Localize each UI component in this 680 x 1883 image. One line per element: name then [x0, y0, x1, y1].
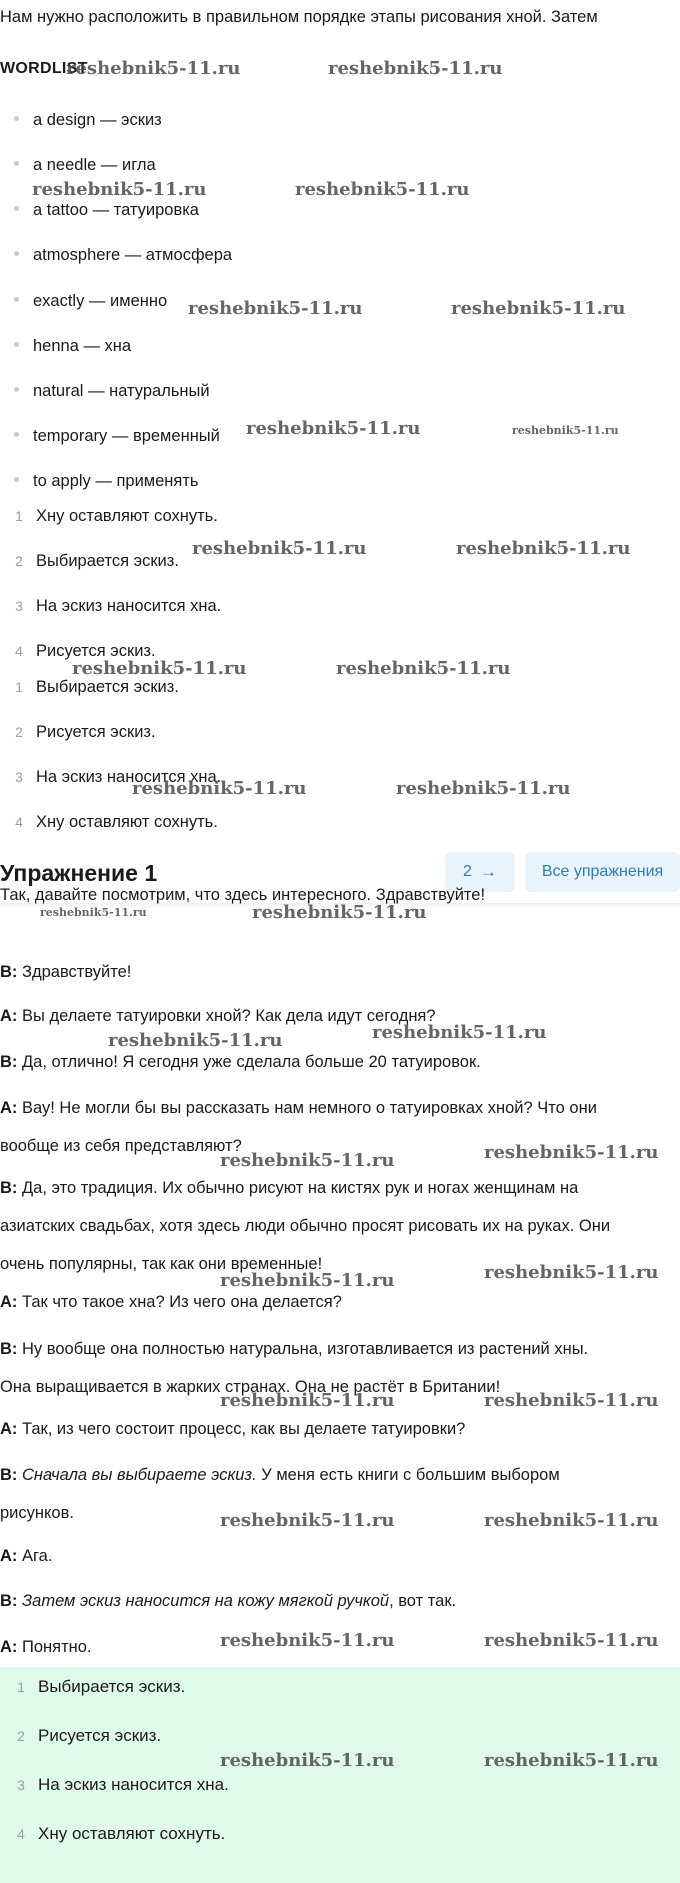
bullet-icon	[14, 251, 19, 256]
task-item: 3 На эскиз наносится хна.	[15, 597, 222, 615]
wordlist-item: a needle — игла	[14, 156, 156, 175]
wordlist-title: WORDLIST	[0, 60, 88, 77]
watermark: reshebnik5-11.ru	[484, 1142, 659, 1163]
wordlist-item: henna — хна	[14, 337, 131, 356]
task-item: 1 Хну оставляют сохнуть.	[15, 507, 218, 525]
correct-order-item: 3 На эскиз наносится хна.	[17, 1775, 229, 1794]
dialogue-line: вообще из себя представляют?	[0, 1137, 242, 1155]
watermark: reshebnik5-11.ru	[66, 58, 241, 79]
arrow-right-icon: →	[479, 862, 497, 881]
watermark: reshebnik5-11.ru	[456, 538, 631, 559]
dialogue-line: A: Так что такое хна? Из чего она делается?	[0, 1293, 342, 1311]
watermark: reshebnik5-11.ru	[484, 1630, 659, 1651]
dialogue-line: очень популярны, так как они временные!	[0, 1255, 323, 1273]
bullet-icon	[14, 206, 19, 211]
watermark: reshebnik5-11.ru	[451, 298, 626, 319]
wordlist-item: temporary — временный	[14, 427, 220, 446]
task-item: 4 Рисуется эскиз.	[15, 642, 156, 660]
bullet-icon	[14, 432, 19, 437]
watermark: reshebnik5-11.ru	[220, 1390, 395, 1411]
dialogue-line: азиатских свадьбах, хотя здесь люди обычно просят рисовать их на руках. Они	[0, 1217, 611, 1235]
bullet-icon	[14, 387, 19, 392]
watermark: reshebnik5-11.ru	[328, 58, 503, 79]
dialogue-line: B: Ну вообще она полностью натуральна, изготавливается из растений хны.	[0, 1340, 589, 1358]
watermark: reshebnik5-11.ru	[372, 1022, 547, 1043]
watermark: reshebnik5-11.ru	[220, 1630, 395, 1651]
watermark: reshebnik5-11.ru	[32, 179, 207, 200]
watermark: reshebnik5-11.ru	[192, 538, 367, 559]
task-item: 2 Выбирается эскиз.	[15, 552, 179, 570]
answer-order-item: 1 Выбирается эскиз.	[15, 678, 179, 696]
dialogue-line: B: Да, это традиция. Их обычно рисуют на кистях рук и ногах женщинам на	[0, 1179, 579, 1197]
answer-order-item: 2 Рисуется эскиз.	[15, 723, 156, 741]
watermark: reshebnik5-11.ru	[252, 902, 427, 923]
answer-order-item: 3 На эскиз наносится хна.	[15, 768, 222, 786]
wordlist-item: exactly — именно	[14, 292, 167, 311]
bullet-icon	[14, 297, 19, 302]
bullet-icon	[14, 342, 19, 347]
dialogue-line: B: Да, отлично! Я сегодня уже сделала больше 20 татуировок.	[0, 1053, 481, 1071]
dialogue-line: B: Затем эскиз наносится на кожу мягкой ручкой, вот так.	[0, 1592, 457, 1610]
watermark: reshebnik5-11.ru	[220, 1750, 395, 1771]
correct-order-item: 2 Рисуется эскиз.	[17, 1726, 162, 1745]
watermark: reshebnik5-11.ru	[484, 1390, 659, 1411]
dialogue-line: A: Вы делаете татуировки хной? Как дела идут сегодня?	[0, 1007, 436, 1025]
bullet-icon	[14, 161, 19, 166]
answer-order-item: 4 Хну оставляют сохнуть.	[15, 813, 218, 831]
watermark: reshebnik5-11.ru	[72, 658, 247, 679]
wordlist-item: a design — эскиз	[14, 111, 162, 130]
bullet-icon	[14, 116, 19, 121]
watermark: reshebnik5-11.ru	[246, 418, 421, 439]
watermark: reshebnik5-11.ru	[188, 298, 363, 319]
intro-text: Нам нужно расположить в правильном порядке этапы рисования хной. Затем	[0, 8, 598, 26]
all-exercises-button[interactable]: Все упражнения	[525, 852, 680, 892]
dialogue-line: рисунков.	[0, 1504, 74, 1522]
wordlist-item: natural — натуральный	[14, 382, 210, 401]
watermark: reshebnik5-11.ru	[220, 1270, 395, 1291]
dialogue-line: A: Вау! Не могли бы вы рассказать нам немного о татуировках хной? Что они	[0, 1099, 597, 1117]
wordlist-item: to apply — применять	[14, 472, 199, 491]
watermark: reshebnik5-11.ru	[396, 778, 571, 799]
dialogue-line: B: Сначала вы выбираете эскиз. У меня есть книги с большим выбором	[0, 1466, 560, 1484]
dialogue-line: Она выращивается в жарких странах. Она не растёт в Британии!	[0, 1378, 501, 1396]
dialogue-line: B: Здравствуйте!	[0, 963, 132, 981]
bullet-icon	[14, 477, 19, 482]
watermark: reshebnik5-11.ru	[108, 1030, 283, 1051]
watermark: reshebnik5-11.ru	[484, 1262, 659, 1283]
dialogue-line: A: Ага.	[0, 1547, 53, 1565]
dialogue-line: Так, давайте посмотрим, что здесь интересного. Здравствуйте!	[0, 886, 486, 904]
correct-order-item: 4 Хну оставляют сохнуть.	[17, 1824, 226, 1843]
watermark: reshebnik5-11.ru	[336, 658, 511, 679]
dialogue-line: A: Понятно.	[0, 1638, 92, 1656]
correct-order-item: 1 Выбирается эскиз.	[17, 1677, 186, 1696]
watermark: reshebnik5-11.ru	[220, 1150, 395, 1171]
watermark: reshebnik5-11.ru	[40, 906, 147, 919]
watermark: reshebnik5-11.ru	[484, 1750, 659, 1771]
exercise-title: Упражнение 1	[0, 860, 158, 886]
watermark: reshebnik5-11.ru	[132, 778, 307, 799]
dialogue-line: A: Так, из чего состоит процесс, как вы делаете татуировки?	[0, 1420, 466, 1438]
wordlist-item: atmosphere — атмосфера	[14, 246, 232, 265]
next-exercise-button[interactable]: 2 →	[445, 852, 515, 892]
watermark: reshebnik5-11.ru	[512, 424, 619, 437]
wordlist-item: a tattoo — татуировка	[14, 201, 199, 220]
watermark: reshebnik5-11.ru	[220, 1510, 395, 1531]
watermark: reshebnik5-11.ru	[295, 179, 470, 200]
watermark: reshebnik5-11.ru	[484, 1510, 659, 1531]
